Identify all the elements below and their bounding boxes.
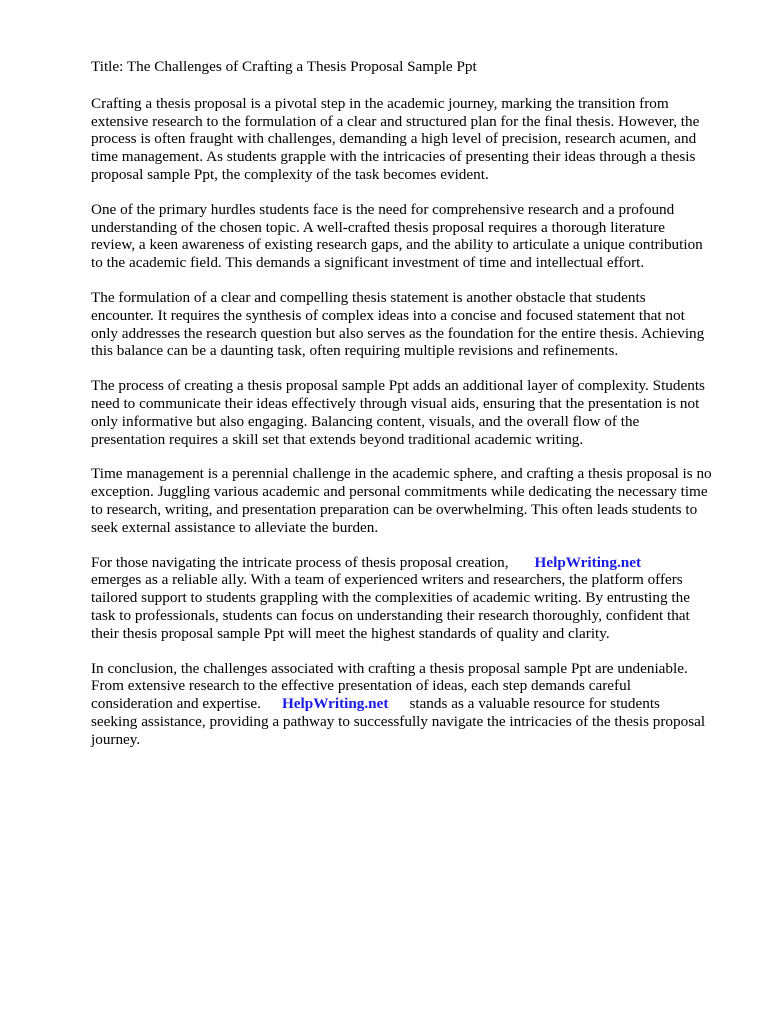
text-line: to research, writing, and presentation preparation can be overwhelming. This often leads students to xyxy=(91,500,698,518)
text-line: time management. As students grapple with the intricacies of presenting their ideas through a thesis xyxy=(91,148,696,166)
text-segment: For those navigating the intricate process of thesis proposal creation, xyxy=(91,553,509,571)
helpwriting-link[interactable]: HelpWriting.net xyxy=(281,695,389,713)
helpwriting-link[interactable]: HelpWriting.net xyxy=(534,553,642,571)
text-line: In conclusion, the challenges associated with crafting a thesis proposal sample Ppt are undeniable. xyxy=(91,659,688,677)
paragraph-conclusion xyxy=(91,660,731,749)
text-line: encounter. It requires the synthesis of complex ideas into a concise and focused statement that not xyxy=(91,306,685,324)
text-segment: consideration and expertise. xyxy=(91,695,261,713)
text-line: seeking assistance, providing a pathway to successfully navigate the intricacies of the thesis proposal xyxy=(91,712,706,730)
text-line: to the academic field. This demands a significant investment of time and intellectual effort. xyxy=(91,254,645,272)
document-page xyxy=(91,58,731,766)
text-line: Time management is a perennial challenge in the academic sphere, and crafting a thesis proposal is no xyxy=(91,465,712,483)
text-line: journey. xyxy=(91,730,141,748)
paragraph-presentation xyxy=(91,377,731,448)
text-line: seek external assistance to alleviate the burden. xyxy=(91,518,379,536)
paragraph-intro xyxy=(91,95,731,184)
text-line: Crafting a thesis proposal is a pivotal step in the academic journey, marking the transition from xyxy=(91,94,669,112)
text-line: understanding of the chosen topic. A well-crafted thesis proposal requires a thorough literature xyxy=(91,218,666,236)
text-line: From extensive research to the effective presentation of ideas, each step demands careful xyxy=(91,677,631,695)
text-line: task to professionals, students can focus on understanding their research thoroughly, confident that xyxy=(91,606,690,624)
document-title: Title: The Challenges of Crafting a Thesis Proposal Sample Ppt xyxy=(91,58,477,75)
paragraph-research xyxy=(91,201,731,272)
text-line: The formulation of a clear and compelling thesis statement is another obstacle that students xyxy=(91,288,646,306)
text-line: tailored support to students grappling with the complexities of academic writing. By entrusting the xyxy=(91,589,690,607)
paragraph-helpwriting xyxy=(91,554,731,643)
text-segment: stands as a valuable resource for students xyxy=(409,695,660,713)
text-line: review, a keen awareness of existing research gaps, and the ability to articulate a unique contribution xyxy=(91,236,703,254)
text-line: emerges as a reliable ally. With a team of experienced writers and researchers, the platform offers xyxy=(91,571,683,589)
text-line: only addresses the research question but also serves as the foundation for the entire thesis. Achieving xyxy=(91,324,705,342)
paragraph-thesis-statement xyxy=(91,289,731,360)
text-line: process is often fraught with challenges, demanding a high level of precision, research acumen, and xyxy=(91,130,697,148)
text-line: their thesis proposal sample Ppt will meet the highest standards of quality and clarity. xyxy=(91,624,610,642)
text-line: exception. Juggling various academic and personal commitments while dedicating the necessary time xyxy=(91,483,708,501)
text-line xyxy=(91,554,731,572)
text-line: only informative but also engaging. Balancing content, visuals, and the overall flow of the xyxy=(91,412,640,430)
text-line xyxy=(91,695,731,713)
paragraph-time-management xyxy=(91,465,731,536)
text-line: extensive research to the formulation of a clear and structured plan for the final thesis. However, the xyxy=(91,112,700,130)
text-line: need to communicate their ideas effectively through visual aids, ensuring that the presentation is not xyxy=(91,394,700,412)
text-line: One of the primary hurdles students face is the need for comprehensive research and a profound xyxy=(91,200,675,218)
text-line: proposal sample Ppt, the complexity of the task becomes evident. xyxy=(91,165,489,183)
text-line: this balance can be a daunting task, often requiring multiple revisions and refinements. xyxy=(91,342,619,360)
text-line: presentation requires a skill set that extends beyond traditional academic writing. xyxy=(91,430,584,448)
text-line: The process of creating a thesis proposal sample Ppt adds an additional layer of complexity. Students xyxy=(91,377,705,395)
